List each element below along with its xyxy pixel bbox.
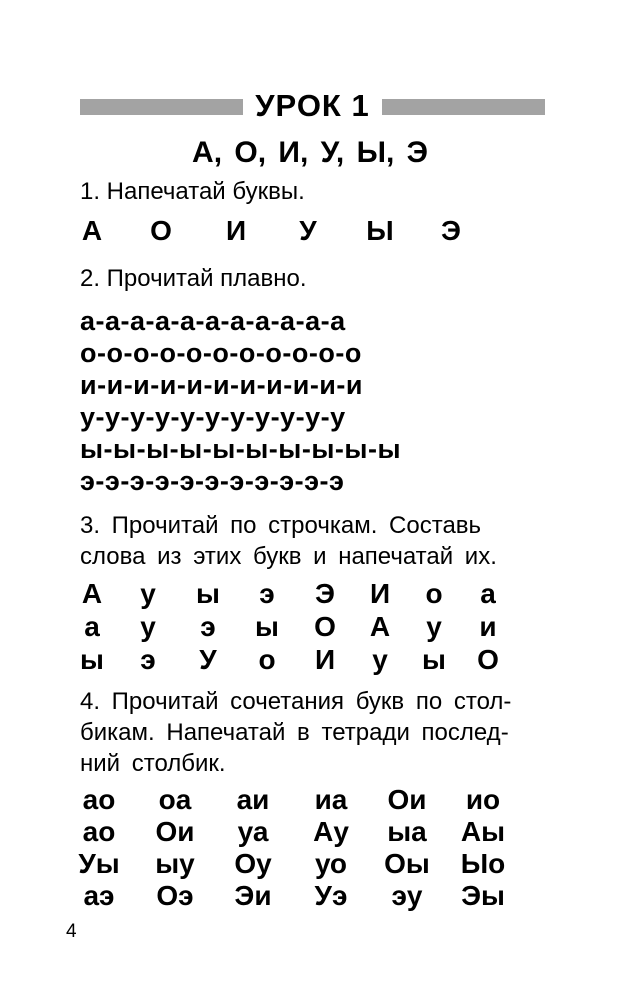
syllable: Ыо	[460, 848, 506, 879]
vowel-chain-y: ы-ы-ы-ы-ы-ы-ы-ы-ы-ы	[80, 434, 402, 464]
syllable: Уэ	[314, 880, 348, 911]
letter: о	[425, 578, 443, 609]
syllable: Оы	[384, 848, 430, 879]
task-4-row	[80, 879, 550, 913]
letter: ы	[255, 611, 279, 642]
task-1-instruction	[80, 176, 550, 207]
task-4-row	[80, 783, 550, 817]
syllable: ао	[82, 784, 116, 815]
syllable: уа	[237, 816, 269, 847]
letter: ы	[80, 644, 104, 675]
syllable: Ои	[155, 816, 195, 847]
letter: У	[199, 644, 217, 675]
task-4-line: бикам. Напечатай в тетради послед-	[80, 719, 509, 746]
letter: а	[84, 611, 100, 642]
task-4-line: ний столбик.	[80, 750, 226, 777]
syllable: оа	[158, 784, 192, 815]
vowel-chain-u: у-у-у-у-у-у-у-у-у-у-у	[80, 402, 346, 432]
task-4-line: 4. Прочитай сочетания букв по стол-	[80, 688, 512, 715]
letter: У	[299, 215, 317, 246]
letter: И	[314, 644, 336, 675]
header-bar-right	[382, 99, 545, 115]
letter: ы	[422, 644, 446, 675]
header-bar-left	[80, 99, 243, 115]
letter: А	[81, 578, 103, 609]
letter: а	[480, 578, 496, 609]
task-3-row	[80, 643, 550, 677]
letter: у	[372, 644, 388, 675]
syllable: аи	[236, 784, 270, 815]
task-3-row	[80, 610, 550, 644]
lesson-title: УРОК 1	[255, 88, 370, 123]
vowel-chain-e: э-э-э-э-э-э-э-э-э-э-э	[80, 466, 345, 496]
syllable: ио	[465, 784, 501, 815]
vowel-chain-i: и-и-и-и-и-и-и-и-и-и-и	[80, 370, 363, 400]
letter: ы	[196, 578, 220, 609]
task-1-letters-row	[80, 214, 550, 248]
letter: И	[369, 578, 391, 609]
syllable: иа	[314, 784, 348, 815]
syllable: Оу	[234, 848, 272, 879]
letter: э	[200, 611, 216, 642]
letter: Э	[441, 215, 461, 246]
letter: О	[477, 644, 499, 675]
letter: э	[259, 578, 275, 609]
page-number: 4	[66, 921, 77, 942]
letter: у	[140, 578, 156, 609]
letter: О	[150, 215, 172, 246]
syllable: Ау	[313, 816, 349, 847]
letter: у	[140, 611, 156, 642]
syllable: Эи	[234, 880, 272, 911]
syllable: Оэ	[156, 880, 194, 911]
lesson-header	[80, 86, 545, 126]
task-2-instruction	[80, 263, 550, 294]
task-3-row	[80, 577, 550, 611]
letter: И	[225, 215, 247, 246]
letter: э	[140, 644, 156, 675]
task-3-line: 3. Прочитай по строчкам. Составь	[80, 512, 482, 539]
lesson-subtitle: А, О, И, У, Ы, Э	[192, 136, 428, 169]
letter: О	[314, 611, 336, 642]
task-2-text: 2. Прочитай плавно.	[80, 265, 307, 292]
syllable: аэ	[83, 880, 115, 911]
vowel-chain-a: а-а-а-а-а-а-а-а-а-а-а	[80, 306, 346, 336]
task-3-instruction	[80, 510, 550, 572]
task-4-instruction	[80, 686, 550, 779]
syllable: Ои	[387, 784, 427, 815]
letter: А	[81, 215, 103, 246]
task-3-line: слова из этих букв и напечатай их.	[80, 543, 497, 570]
syllable: уо	[315, 848, 347, 879]
syllable: Эы	[461, 880, 505, 911]
task-4-row	[80, 847, 550, 881]
syllable: ыу	[155, 848, 195, 879]
letter: о	[258, 644, 276, 675]
letter: и	[479, 611, 497, 642]
letter: Э	[315, 578, 335, 609]
syllable: эу	[391, 880, 423, 911]
letter: А	[369, 611, 391, 642]
task-1-text: 1. Напечатай буквы.	[80, 178, 305, 205]
syllable: Уы	[78, 848, 120, 879]
syllable: Аы	[460, 816, 506, 847]
task-4-row	[80, 815, 550, 849]
letter: у	[426, 611, 442, 642]
syllable: ао	[82, 816, 116, 847]
letter: Ы	[366, 215, 394, 246]
vowel-chain-o: о-о-о-о-о-о-о-о-о-о-о	[80, 338, 362, 368]
syllable: ыа	[387, 816, 427, 847]
